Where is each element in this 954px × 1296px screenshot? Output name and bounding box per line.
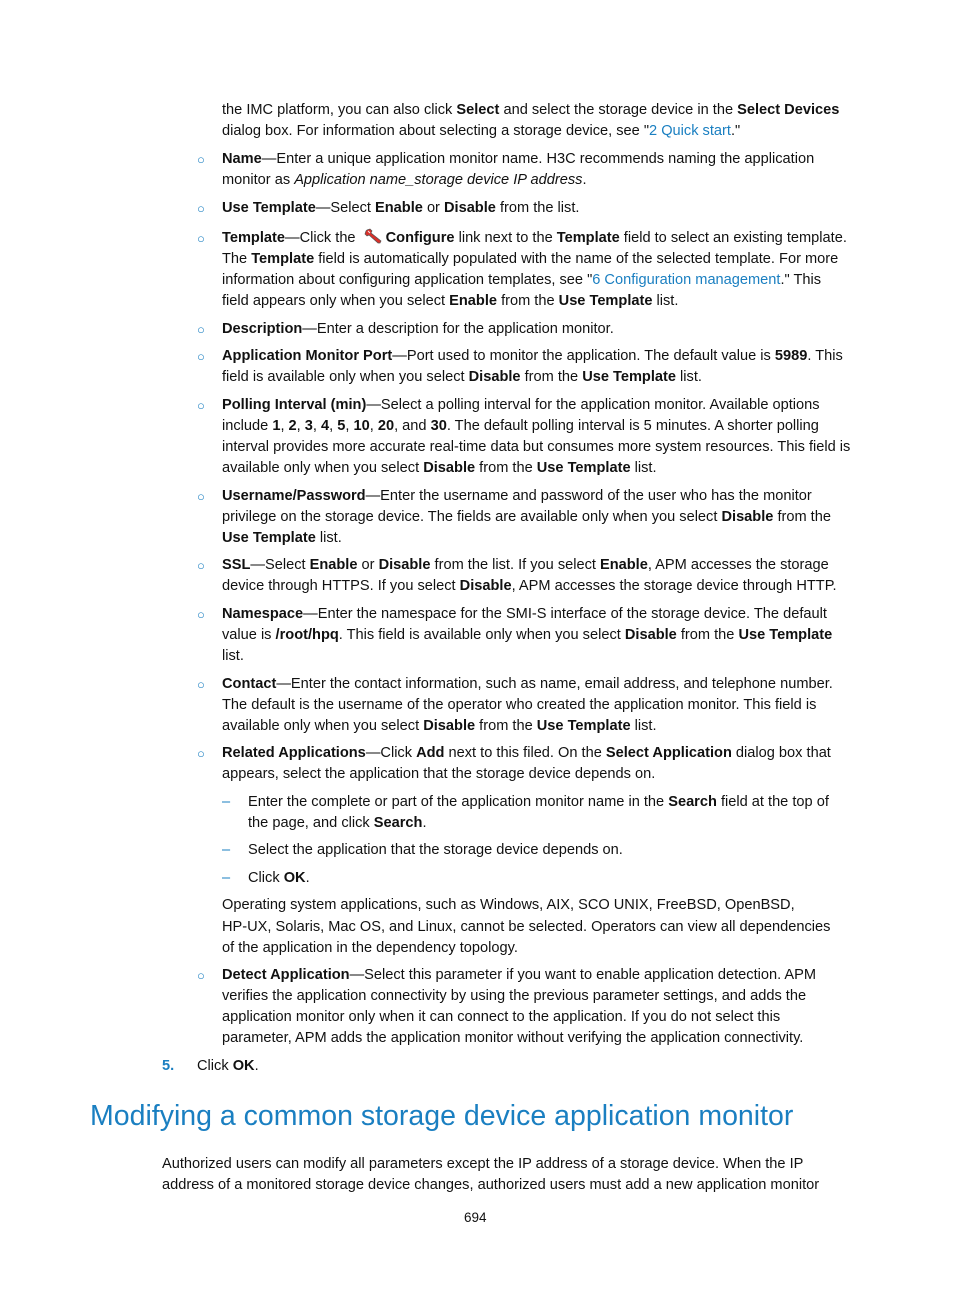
configuration-management-link[interactable]: 6 Configuration management	[592, 272, 781, 288]
polling-item: Polling Interval (min)—Select a polling interval for the application monitor. Available options	[222, 397, 820, 413]
section-heading: Modifying a common storage device application monitor	[90, 1100, 794, 1132]
step-5: Click OK.	[197, 1058, 259, 1074]
related-sub-3: Click OK.	[248, 870, 310, 886]
related-note-line-2: HP-UX, Solaris, Mac OS, and Linux, cannot be selected. Operators can view all dependencies	[222, 919, 831, 935]
bullet-icon: ○	[197, 677, 205, 692]
bullet-icon: ○	[197, 489, 205, 504]
contact-item-line-3: available only when you select Disable from the Use Template list.	[222, 718, 657, 734]
quick-start-link[interactable]: 2 Quick start	[649, 123, 731, 139]
related-sub-2: Select the application that the storage device depends on.	[248, 842, 623, 858]
related-note-line-3: of the application in the dependency topology.	[222, 940, 518, 956]
contact-item: Contact—Enter the contact information, such as name, email address, and telephone number.	[222, 676, 833, 692]
template-item-line-3: information about configuring application templates, see "6 Configuration management." This	[222, 272, 822, 288]
template-item: Template—Click the Configure link next to the Template field to select an existing template.	[222, 230, 847, 246]
name-item: Name—Enter a unique application monitor name. H3C recommends naming the application	[222, 151, 815, 167]
namespace-item: Namespace—Enter the namespace for the SMI-S interface of the storage device. The default	[222, 606, 827, 622]
detect-item-line-3: application monitor only when it can connect to the application. If you do not select this	[222, 1009, 781, 1025]
dash-icon: –	[222, 870, 231, 886]
bullet-icon: ○	[197, 201, 205, 216]
dash-icon: –	[222, 794, 231, 810]
port-item-line-2: field is available only when you select Disable from the Use Template list.	[222, 369, 702, 385]
related-item: Related Applications—Click Add next to this filed. On the Select Application dialog box that	[222, 745, 831, 761]
ssl-item: SSL—Select Enable or Disable from the list. If you select Enable, APM accesses the storage	[222, 557, 829, 573]
namespace-item-line-3: list.	[222, 648, 244, 664]
bullet-icon: ○	[197, 558, 205, 573]
related-item-line-2: appears, select the application that the storage device depends on.	[222, 766, 656, 782]
userpass-item-line-2: privilege on the storage device. The fields are available only when you select Disable from the	[222, 509, 831, 525]
related-sub-1-line-2: the page, and click Search.	[248, 815, 427, 831]
use-template-item: Use Template—Select Enable or Disable from the list.	[222, 200, 580, 216]
userpass-item-line-3: Use Template list.	[222, 530, 342, 546]
bullet-icon: ○	[197, 746, 205, 761]
bullet-icon: ○	[197, 231, 205, 246]
page-number: 694	[464, 1210, 487, 1225]
dash-icon: –	[222, 842, 231, 858]
bullet-icon: ○	[197, 322, 205, 337]
step-number: 5.	[162, 1058, 175, 1074]
detect-item-line-2: verifies the application connectivity by using the previous parameter settings, and adds the	[222, 988, 807, 1004]
contact-item-line-2: The default is the username of the operator who created the application monitor. This field is	[222, 697, 817, 713]
related-sub-1: Enter the complete or part of the application monitor name in the Search field at the top of	[248, 794, 829, 810]
detect-item: Detect Application—Select this parameter if you want to enable application detection. APM	[222, 967, 817, 983]
port-item: Application Monitor Port—Port used to monitor the application. The default value is 5989. This	[222, 348, 843, 364]
bullet-icon: ○	[197, 607, 205, 622]
bullet-icon: ○	[197, 152, 205, 167]
bullet-icon: ○	[197, 968, 205, 983]
polling-item-line-4: available only when you select Disable from the Use Template list.	[222, 460, 657, 476]
related-note-line-1: Operating system applications, such as Windows, AIX, SCO UNIX, FreeBSD, OpenBSD,	[222, 897, 795, 913]
body-line-1: Authorized users can modify all parameters except the IP address of a storage device. When the IP	[162, 1156, 804, 1172]
template-item-line-2: The Template field is automatically populated with the name of the selected template. For more	[222, 251, 839, 267]
intro-line-1: the IMC platform, you can also click Select and select the storage device in the Select Devices	[222, 102, 840, 118]
polling-item-line-2: include 1, 2, 3, 4, 5, 10, 20, and 30. The default polling interval is 5 minutes. A shorter polling	[222, 418, 819, 434]
template-item-line-4: field appears only when you select Enable from the Use Template list.	[222, 293, 679, 309]
userpass-item: Username/Password—Enter the username and password of the user who has the monitor	[222, 488, 812, 504]
bullet-icon: ○	[197, 349, 205, 364]
ssl-item-line-2: device through HTTPS. If you select Disable, APM accesses the storage device through HTTP.	[222, 578, 837, 594]
namespace-item-line-2: value is /root/hpq. This field is available only when you select Disable from the Use Template	[222, 627, 833, 643]
polling-item-line-3: interval provides more accurate real-time data but consumes more system resources. This field is	[222, 439, 851, 455]
wrench-icon	[364, 228, 384, 244]
name-item-line-2: monitor as Application name_storage device IP address.	[222, 172, 587, 188]
detect-item-line-4: parameter, APM adds the application monitor without verifying the application connectivity.	[222, 1030, 804, 1046]
body-line-2: address of a monitored storage device changes, authorized users must add a new application monitor	[162, 1177, 820, 1193]
intro-line-2: dialog box. For information about selecting a storage device, see "2 Quick start."	[222, 123, 741, 139]
description-item: Description—Enter a description for the application monitor.	[222, 321, 614, 337]
bullet-icon: ○	[197, 398, 205, 413]
